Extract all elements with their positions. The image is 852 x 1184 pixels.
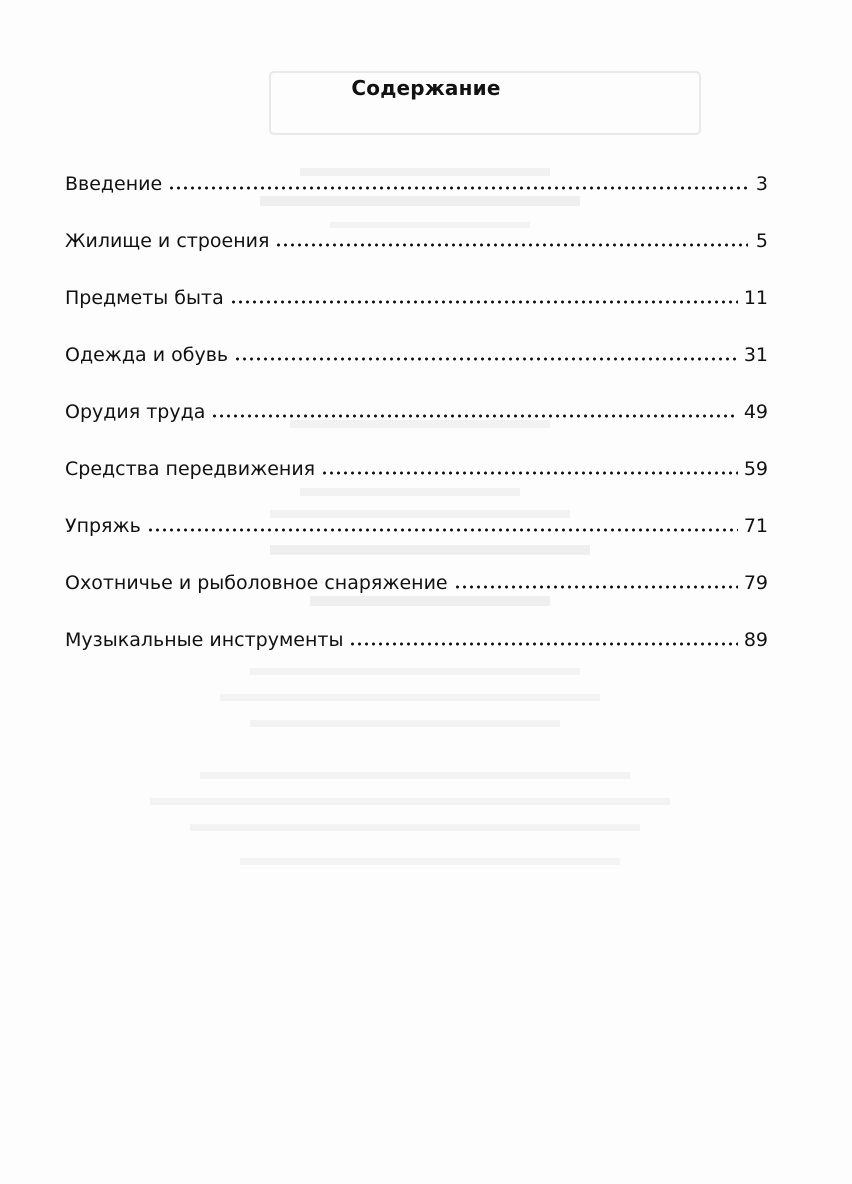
toc-entry-page: 89	[743, 629, 768, 651]
toc-entry-page: 3	[755, 173, 768, 195]
toc-entry-label: Охотничье и рыболовное снаряжение	[65, 572, 448, 594]
dot-leader	[230, 300, 738, 304]
dot-leader	[211, 414, 737, 418]
toc-entry	[65, 555, 768, 612]
toc-entry	[65, 441, 768, 498]
toc-entry-label: Музыкальные инструменты	[65, 629, 344, 651]
dot-leader	[234, 357, 738, 361]
dot-leader	[275, 243, 748, 247]
dot-leader	[168, 186, 748, 190]
toc-entry-page: 71	[743, 515, 768, 537]
toc-entry	[65, 384, 768, 441]
dot-leader	[454, 585, 738, 589]
toc-entry	[65, 498, 768, 555]
toc-entry	[65, 612, 768, 669]
toc-entry-label: Орудия труда	[65, 401, 206, 423]
toc-entry-label: Упряжь	[65, 515, 141, 537]
toc-entry-page: 59	[743, 458, 768, 480]
toc-entry-label: Введение	[65, 173, 163, 195]
dot-leader	[321, 471, 738, 475]
toc-entry-label: Средства передвижения	[65, 458, 316, 480]
toc-entry-page: 79	[743, 572, 768, 594]
toc-entry-page: 11	[743, 287, 768, 309]
toc-entry-label: Одежда и обувь	[65, 344, 229, 366]
toc-entry-page: 49	[743, 401, 768, 423]
page-title: Содержание	[351, 76, 501, 100]
toc-entry	[65, 327, 768, 384]
toc-entry	[65, 270, 768, 327]
table-of-contents	[65, 156, 768, 669]
dot-leader	[147, 528, 738, 532]
toc-entry	[65, 213, 768, 270]
toc-entry	[65, 156, 768, 213]
toc-entry-page: 31	[743, 344, 768, 366]
toc-entry-page: 5	[755, 230, 768, 252]
toc-entry-label: Предметы быта	[65, 287, 224, 309]
dot-leader	[349, 642, 737, 646]
toc-entry-label: Жилище и строения	[65, 230, 270, 252]
